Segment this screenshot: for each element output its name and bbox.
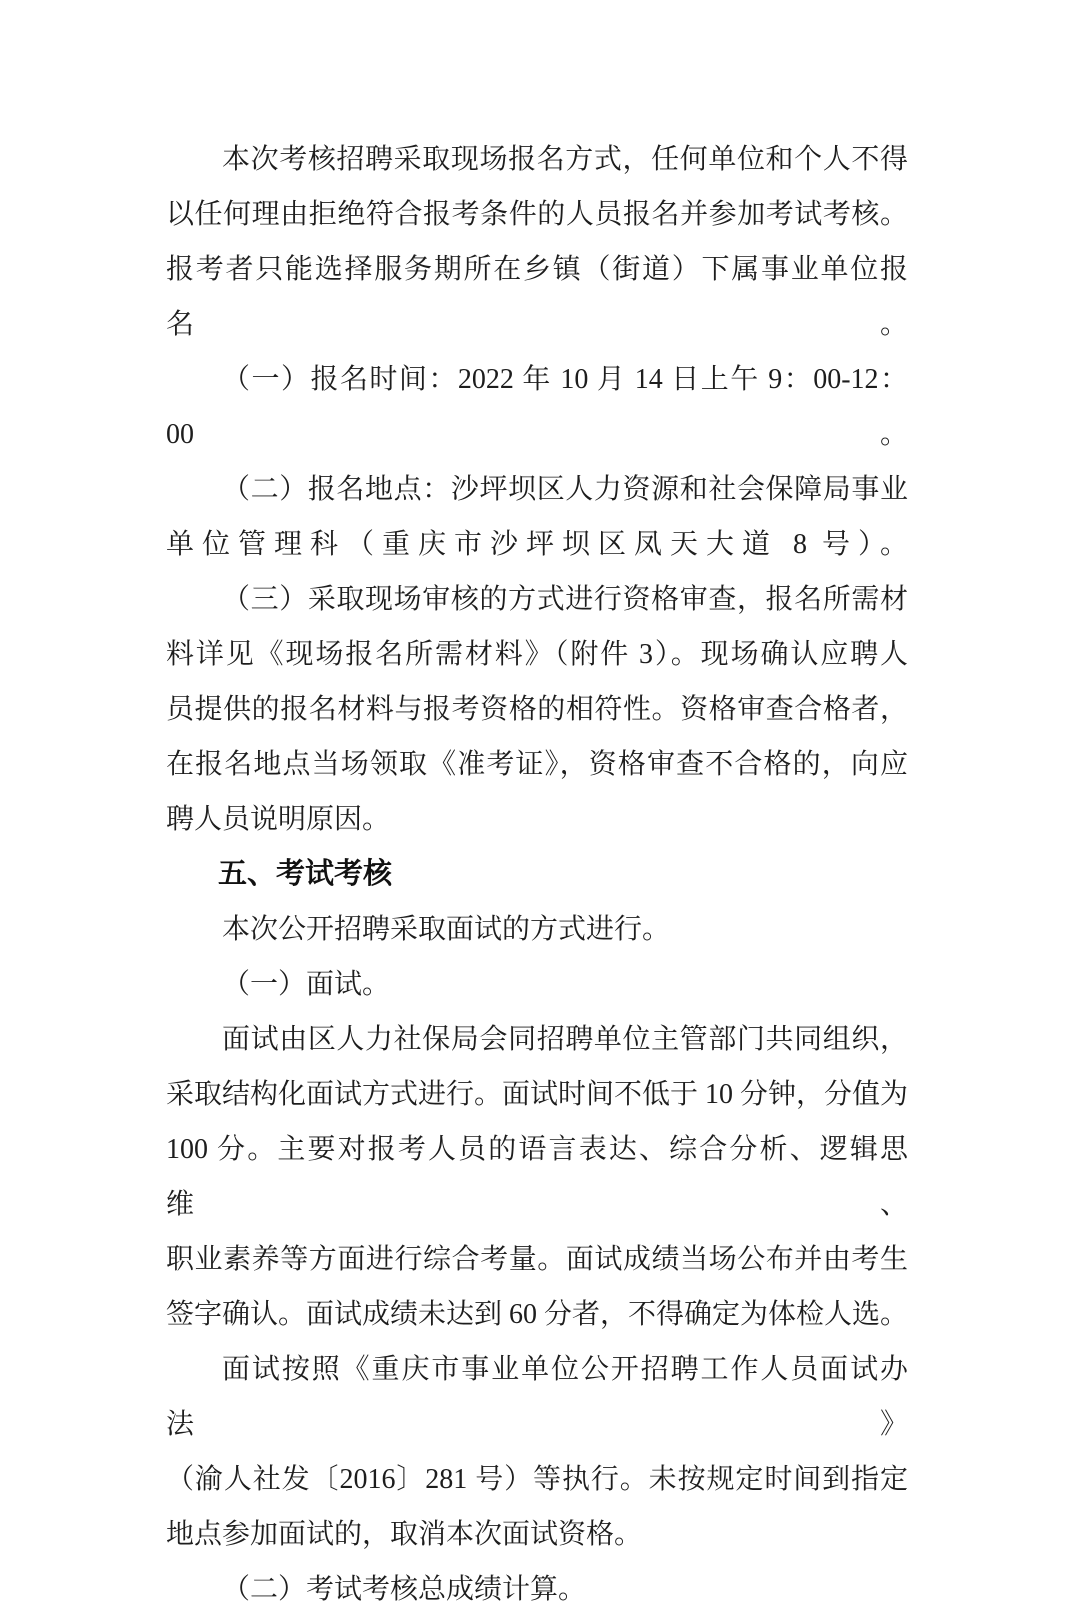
paragraph-line: 以任何理由拒绝符合报考条件的人员报名并参加考试考核。: [166, 199, 908, 230]
paragraph-line: 料详见《现场报名所需材料》（附件 3）。现场确认应聘人: [166, 639, 908, 670]
paragraph-line: 面试按照《重庆市事业单位公开招聘工作人员面试办法》: [166, 1354, 908, 1440]
paragraph-line: （一）面试。: [222, 969, 391, 1000]
paragraph-line: 本次考核招聘采取现场报名方式，任何单位和个人不得: [222, 144, 908, 175]
paragraph-line: 面试由区人力社保局会同招聘单位主管部门共同组织，: [222, 1024, 908, 1055]
paragraph-line: （渝人社发〔2016〕281 号）等执行。未按规定时间到指定: [166, 1464, 908, 1495]
paragraph-line: 职业素养等方面进行综合考量。面试成绩当场公布并由考生: [166, 1244, 908, 1275]
paragraph-line: 地点参加面试的，取消本次面试资格。: [166, 1519, 643, 1550]
paragraph-line: 100 分。主要对报考人员的语言表达、综合分析、逻辑思维、: [166, 1134, 908, 1220]
paragraph-line: 采取结构化面试方式进行。面试时间不低于 10 分钟，分值为: [166, 1079, 909, 1110]
section-heading: 五、考试考核: [218, 858, 393, 890]
paragraph-line: 员提供的报名材料与报考资格的相符性。资格审查合格者，: [166, 694, 908, 725]
paragraph-line: （三）采取现场审核的方式进行资格审查，报名所需材: [222, 584, 908, 615]
paragraph-line: （一）报名时间：2022 年 10 月 14 日上午 9：00-12：00。: [166, 364, 908, 450]
paragraph-line: （二）报名地点：沙坪坝区人力资源和社会保障局事业: [222, 474, 908, 505]
paragraph-line: （二）考试考核总成绩计算。: [222, 1574, 587, 1605]
paragraph-line: 报考者只能选择服务期所在乡镇（街道）下属事业单位报名。: [166, 254, 908, 340]
paragraph-line: 签字确认。面试成绩未达到 60 分者，不得确定为体检人选。: [166, 1299, 909, 1330]
paragraph-line: 本次公开招聘采取面试的方式进行。: [222, 914, 671, 945]
paragraph-line: 在报名地点当场领取《准考证》，资格审查不合格的，向应: [166, 749, 908, 780]
paragraph-line: 聘人员说明原因。: [166, 804, 391, 835]
paragraph-line: 单位管理科（重庆市沙坪坝区凤天大道 8 号）。: [166, 529, 908, 560]
